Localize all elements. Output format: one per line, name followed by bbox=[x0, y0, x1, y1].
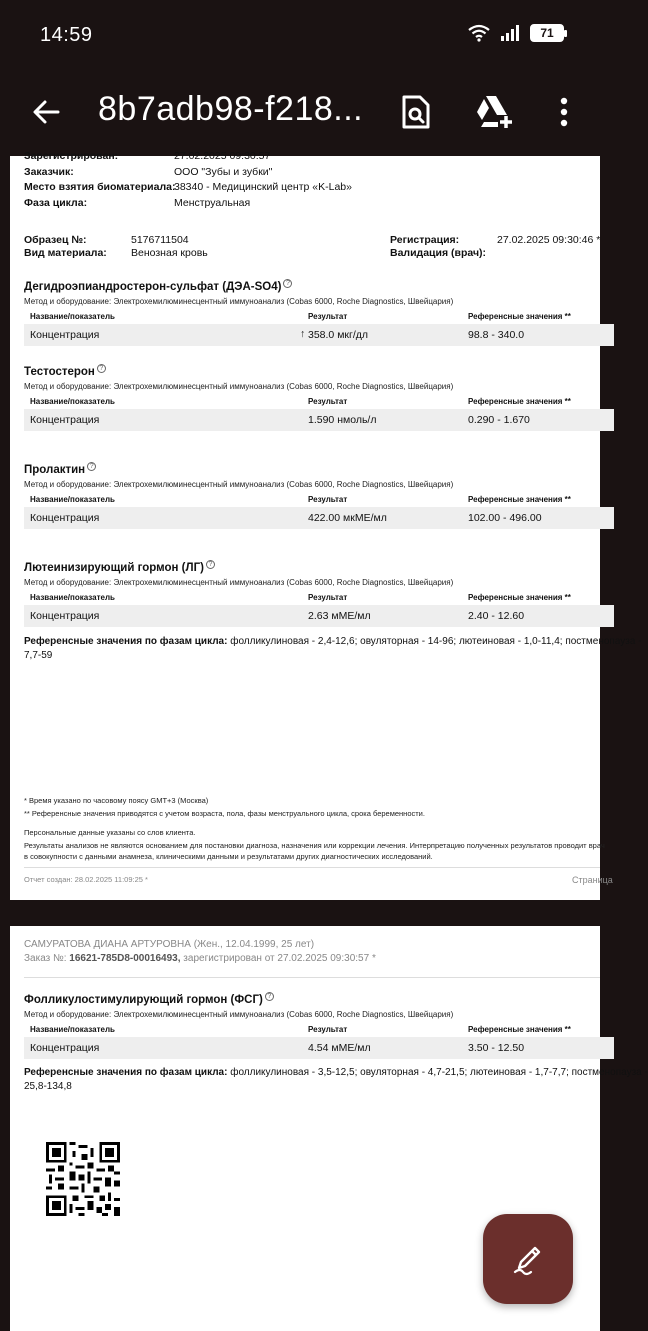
document-search-icon bbox=[401, 95, 431, 129]
test-title: Лютеинизирующий гормон (ЛГ) ? bbox=[24, 560, 215, 574]
more-options-button[interactable] bbox=[542, 90, 586, 134]
help-icon[interactable]: ? bbox=[97, 364, 106, 373]
help-icon[interactable]: ? bbox=[265, 992, 274, 1001]
signal-icon bbox=[500, 24, 520, 42]
drive-add-button[interactable] bbox=[472, 90, 516, 134]
divider bbox=[24, 977, 600, 978]
footnote: Персональные данные указаны со слов клиента. bbox=[24, 828, 196, 837]
pdf-page-1[interactable] bbox=[10, 150, 642, 900]
footnote: Результаты анализов не являются основанием для постановки диагноза, назначения или коррекции лечения. Интерпретацию полученных результатов проводит врач bbox=[24, 841, 605, 850]
table-header: Название/показатель Результат Референсные значения ** bbox=[24, 312, 614, 326]
status-time: 14:59 bbox=[40, 24, 93, 46]
place-value: 38340 - Медицинский центр «K-Lab» bbox=[174, 181, 352, 193]
document-title: 8b7adb98-f218... bbox=[98, 90, 364, 128]
sample-label: Образец №: bbox=[24, 234, 87, 246]
high-flag-icon: ↑ bbox=[300, 328, 306, 340]
help-icon[interactable]: ? bbox=[87, 462, 96, 471]
edit-pen-icon bbox=[511, 1242, 545, 1276]
test-method: Метод и оборудование: Электрохемилюминесцентный иммуноанализ (Cobas 6000, Roche Diagnostics, Швейцария) bbox=[24, 382, 454, 391]
registered-value: 27.02.2025 09:30:57 bbox=[174, 150, 271, 162]
report-created: Отчет создан: 28.02.2025 11:09:25 * bbox=[24, 875, 148, 884]
validation-label: Валидация (врач): bbox=[390, 247, 487, 259]
status-bar bbox=[0, 0, 600, 72]
table-row: Концентрация 1.590 нмоль/л 0.290 - 1.670 bbox=[24, 409, 614, 431]
footnote: ** Референсные значения приводятся с учетом возраста, пола, фазы менструального цикла, срока беременности. bbox=[24, 809, 425, 818]
registration-value: 27.02.2025 09:30:46 * bbox=[497, 234, 601, 246]
test-title: Дегидроэпиандростерон-сульфат (ДЭА-SO4) ? bbox=[24, 279, 292, 293]
test-method: Метод и оборудование: Электрохемилюминесцентный иммуноанализ (Cobas 6000, Roche Diagnostics, Швейцария) bbox=[24, 480, 454, 489]
test-title: Фолликулостимулирующий гормон (ФСГ) ? bbox=[24, 992, 274, 1006]
page-number: Страница bbox=[572, 875, 613, 885]
google-drive-add-icon bbox=[474, 94, 514, 130]
help-icon[interactable]: ? bbox=[283, 279, 292, 288]
phase-value: Менструальная bbox=[174, 197, 251, 209]
test-method: Метод и оборудование: Электрохемилюминесцентный иммуноанализ (Cobas 6000, Roche Diagnostics, Швейцария) bbox=[24, 578, 454, 587]
material-value: Венозная кровь bbox=[131, 247, 208, 259]
footnote: * Время указано по часовому поясу GMT+3 (Москва) bbox=[24, 796, 209, 805]
edit-fab-button[interactable] bbox=[483, 1214, 573, 1304]
footnote: в совокупности с данными анамнеза, клиническими данными и результатами других диагностических исследований. bbox=[24, 852, 433, 861]
wifi-icon bbox=[468, 24, 490, 42]
arrow-back-icon bbox=[28, 92, 68, 132]
table-row: Концентрация 4.54 мМЕ/мл 3.50 - 12.50 bbox=[24, 1037, 614, 1059]
material-label: Вид материала: bbox=[24, 247, 107, 259]
sample-value: 5176711504 bbox=[131, 234, 189, 246]
phase-reference: Референсные значения по фазам цикла: фолликулиновая - 2,4-12,6; овуляторная - 14-96; лютеиновая - 1,0-11,4; постменопауза - bbox=[24, 636, 642, 647]
test-method: Метод и оборудование: Электрохемилюминесцентный иммуноанализ (Cobas 6000, Roche Diagnostics, Швейцария) bbox=[24, 297, 454, 306]
divider bbox=[24, 867, 600, 868]
status-icons bbox=[468, 24, 564, 42]
back-button[interactable] bbox=[28, 92, 68, 132]
test-title: Тестостерон ? bbox=[24, 364, 106, 378]
phase-reference-cont: 7,7-59 bbox=[24, 650, 53, 661]
phase-label: Фаза цикла: bbox=[24, 197, 88, 209]
table-row: Концентрация 2.63 мМЕ/мл 2.40 - 12.60 bbox=[24, 605, 614, 627]
customer-value: ООО "Зубы и зубки" bbox=[174, 166, 273, 178]
order-info: Заказ №: 16621-785D8-00016493, зарегистрирован от 27.02.2025 09:30:57 * bbox=[24, 953, 376, 964]
app-bar bbox=[0, 72, 600, 156]
table-row: Концентрация 422.00 мкМЕ/мл 102.00 - 496.00 bbox=[24, 507, 614, 529]
patient-info: САМУРАТОВА ДИАНА АРТУРОВНА (Жен., 12.04.1999, 25 лет) bbox=[24, 939, 315, 950]
table-header: Название/показатель Результат Референсные значения ** bbox=[24, 397, 614, 411]
more-vert-icon bbox=[559, 97, 569, 127]
phase-reference: Референсные значения по фазам цикла: фолликулиновая - 3,5-12,5; овуляторная - 4,7-21,5; лютеиновая - 1,7-7,7; постменопауза - bbox=[24, 1067, 648, 1078]
battery-icon: 71 bbox=[530, 24, 564, 42]
registration-label: Регистрация: bbox=[390, 234, 460, 246]
qr-code bbox=[46, 1142, 120, 1216]
table-header: Название/показатель Результат Референсные значения ** bbox=[24, 1025, 614, 1039]
table-header: Название/показатель Результат Референсные значения ** bbox=[24, 593, 614, 607]
table-header: Название/показатель Результат Референсные значения ** bbox=[24, 495, 614, 509]
phase-reference-cont: 25,8-134,8 bbox=[24, 1081, 72, 1092]
help-icon[interactable]: ? bbox=[206, 560, 215, 569]
test-method: Метод и оборудование: Электрохемилюминесцентный иммуноанализ (Cobas 6000, Roche Diagnostics, Швейцария) bbox=[24, 1010, 454, 1019]
place-label: Место взятия биоматериала: bbox=[24, 181, 176, 193]
test-title: Пролактин ? bbox=[24, 462, 96, 476]
registered-label: Зарегистрирован: bbox=[24, 150, 119, 162]
search-document-button[interactable] bbox=[394, 90, 438, 134]
customer-label: Заказчик: bbox=[24, 166, 74, 178]
table-row: Концентрация ↑ 358.0 мкг/дл 98.8 - 340.0 bbox=[24, 324, 614, 346]
